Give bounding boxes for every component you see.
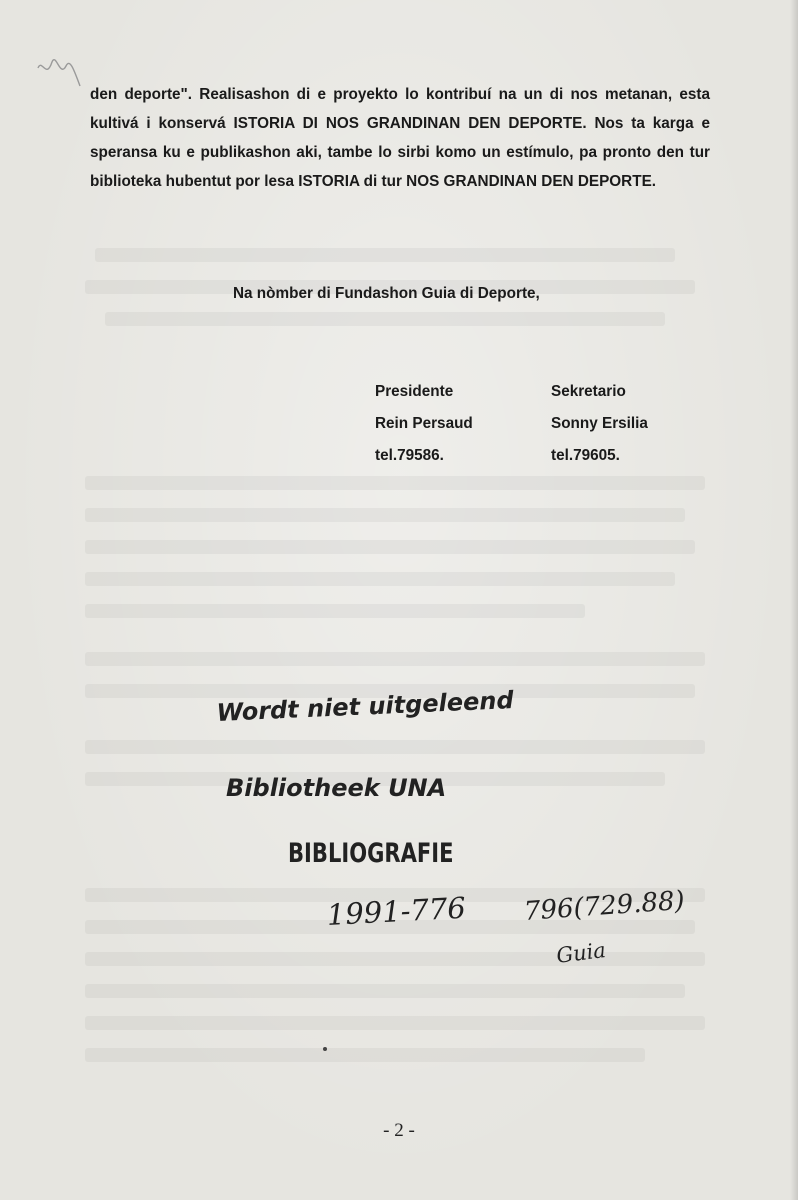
secretary-signature-block — [551, 376, 648, 472]
ink-dot — [323, 1047, 327, 1051]
handwritten-call-number: 796(729.88) — [523, 885, 686, 927]
president-phone: tel.79586. — [375, 447, 444, 464]
page-edge-shadow — [790, 0, 798, 1200]
president-signature-block — [375, 376, 473, 472]
intro-paragraph: den deporte". Realisashon di e proyekto lo kontribuí na un di nos metanan, esta kultivá i konservá ISTORIA DI NOS GRANDINAN DEN DEPORTE. Nos ta karga e speransa ku e publikashon aki, tambe lo sirbi komo un estímulo, pa pronto den tur biblioteka hubentut por lesa ISTORIA di tur NOS GRANDINAN DEN DEPORTE. — [90, 86, 710, 190]
foundation-signoff-line: Na nòmber di Fundashon Guia di Deporte, — [233, 285, 540, 302]
show-through-text-from-reverse-side — [85, 240, 715, 1080]
stamp-bibliografie: BIBLIOGRAFIE — [288, 838, 454, 869]
handwritten-catalog-number: 1991-776 — [326, 890, 467, 932]
secretary-name: Sonny Ersilia — [551, 415, 648, 432]
secretary-phone: tel.79605. — [551, 447, 620, 464]
page-number: - 2 - — [383, 1120, 415, 1141]
president-name: Rein Persaud — [375, 415, 473, 432]
president-role: Presidente — [375, 383, 454, 400]
handwritten-call-suffix: Guia — [555, 937, 608, 968]
stamp-library-name: Bibliotheek UNA — [226, 774, 447, 802]
secretary-role: Sekretario — [551, 383, 626, 400]
stamp-not-for-loan: Wordt niet uitgeleend — [216, 686, 515, 727]
